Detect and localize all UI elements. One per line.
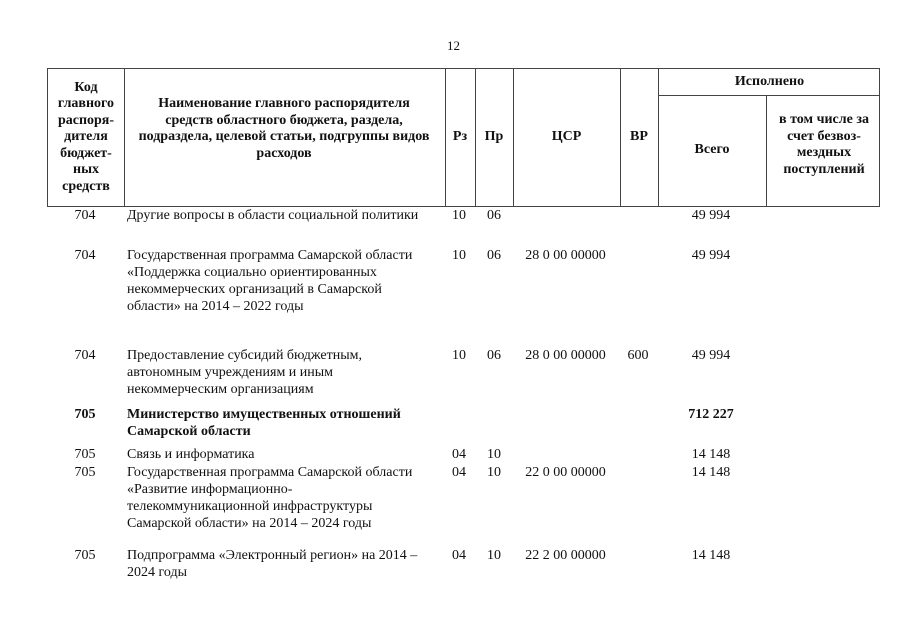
row-total: 712 227 (688, 407, 734, 422)
row-name: Другие вопросы в области социальной политики (127, 208, 419, 223)
row-total: 49 994 (691, 208, 731, 223)
header-csr: ЦСР (551, 129, 582, 145)
row-rz: 04 (452, 447, 466, 462)
header-rz: Рз (452, 129, 468, 145)
row-code: 705 (74, 548, 96, 563)
row-pr: 06 (487, 348, 501, 363)
row-rz: 10 (452, 348, 466, 363)
row-total: 14 148 (691, 447, 731, 462)
row-code: 704 (74, 248, 96, 263)
row-csr: 22 0 00 00000 (525, 465, 606, 480)
row-csr: 22 2 00 00000 (525, 548, 606, 563)
row-total: 14 148 (691, 465, 731, 480)
header-name: Наименование главного распорядителя средств областного бюджета, раздела, подраздела, целевой статьи, подгруппы видов расходов (138, 96, 430, 161)
row-pr: 06 (487, 248, 501, 263)
row-name: Государственная программа Самарской области «Развитие информационно-телекоммуникационной инфраструктуры Самарской области» на 2014 – 2024 годы (127, 465, 413, 531)
row-code: 704 (74, 208, 96, 223)
row-code: 704 (74, 348, 96, 363)
row-name: Связь и информатика (127, 447, 255, 462)
row-rz: 04 (452, 465, 466, 480)
row-name: Государственная программа Самарской области «Поддержка социально ориентированных некоммерческих организаций в Самарской области» на 2014 – 2022 годы (127, 248, 413, 314)
row-name: Предоставление субсидий бюджетным, автономным учреждениям и иным некоммерческим организациям (127, 348, 363, 397)
header-pr: Пр (484, 129, 504, 145)
row-rz: 10 (452, 208, 466, 223)
header-gratuitous: в том числе за счет безвоз-мездных поступлений (779, 112, 869, 177)
row-pr: 10 (487, 548, 501, 563)
row-csr: 28 0 00 00000 (525, 348, 606, 363)
row-name: Подпрограмма «Электронный регион» на 2014 – 2024 годы (127, 548, 418, 580)
row-code: 705 (74, 465, 96, 480)
row-code: 705 (74, 447, 96, 462)
row-rz: 04 (452, 548, 466, 563)
row-code: 705 (74, 407, 96, 422)
row-name: Министерство имущественных отношений Самарской области (127, 407, 401, 439)
row-pr: 10 (487, 465, 501, 480)
header-vr: ВР (630, 129, 648, 145)
row-pr: 10 (487, 447, 501, 462)
row-total: 49 994 (691, 248, 731, 263)
row-total: 49 994 (691, 348, 731, 363)
header-executed: Исполнено (734, 73, 805, 89)
row-rz: 10 (452, 248, 466, 263)
row-vr: 600 (627, 348, 649, 363)
page-number: 12 (447, 38, 460, 53)
row-total: 14 148 (691, 548, 731, 563)
header-total: Всего (694, 142, 730, 158)
row-csr: 28 0 00 00000 (525, 248, 606, 263)
header-code: Код главного распоря-дителя бюджет-ных средств (57, 79, 115, 194)
table-header (47, 68, 880, 207)
row-pr: 06 (487, 208, 501, 223)
